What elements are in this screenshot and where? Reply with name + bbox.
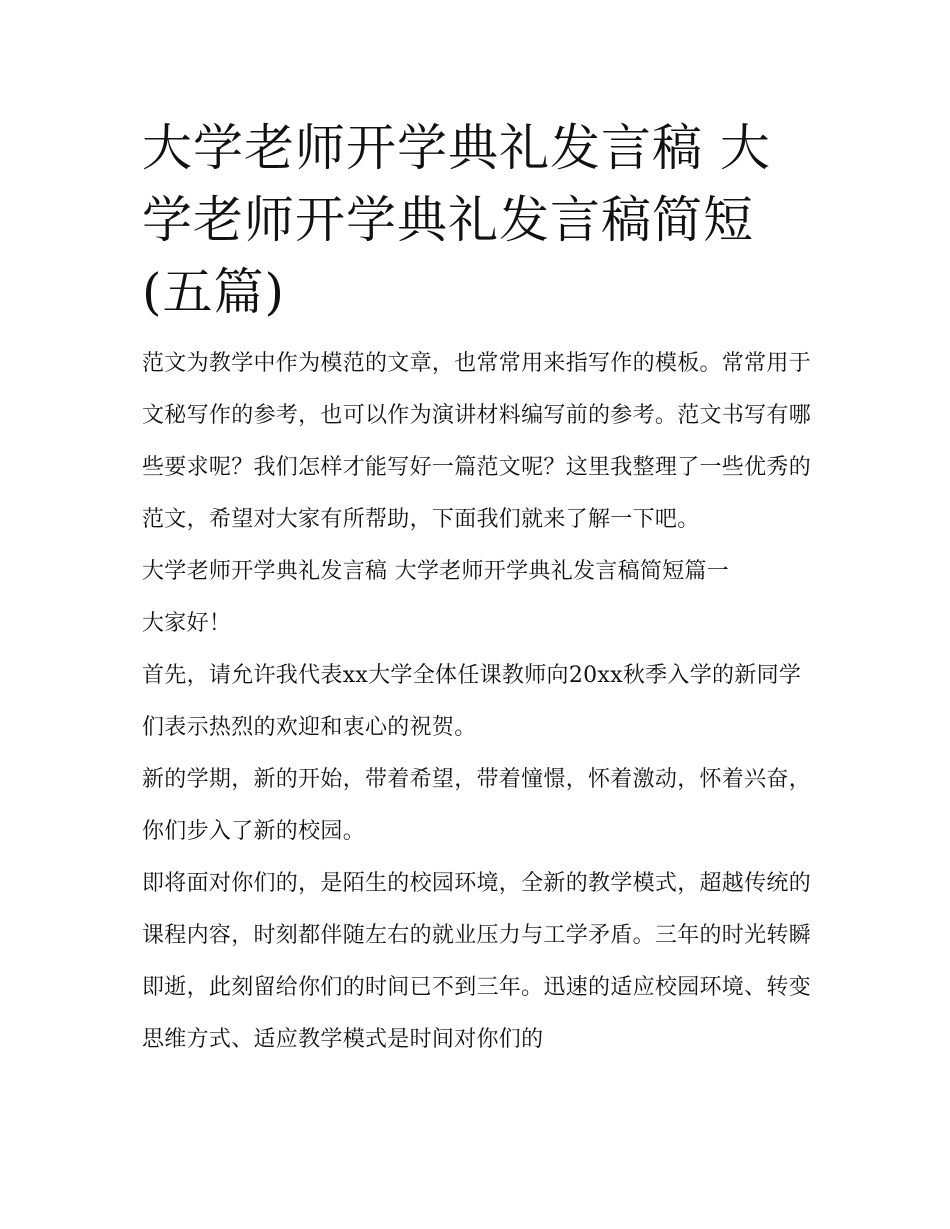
document-page — [142, 112, 814, 1066]
paragraph-welcome: 首先，请允许我代表xx大学全体任课教师向20xx秋季入学的新同学们表示热烈的欢迎和衷心的祝贺。 — [142, 663, 802, 740]
paragraph-challenges: 即将面对你们的，是陌生的校园环境，全新的教学模式，超越传统的课程内容，时刻都伴随左右的就业压力与工学矛盾。三年的时光转瞬即逝，此刻留给你们的时间已不到三年。迅速的适应校园环境、转变思维方式、适应教学模式是时间对你们的 — [142, 871, 812, 1052]
paragraph-section-heading: 大学老师开学典礼发言稿 大学老师开学典礼发言稿简短篇一 — [142, 559, 730, 584]
paragraph-greeting: 大家好！ — [142, 611, 232, 636]
paragraph-intro: 范文为教学中作为模范的文章，也常常用来指写作的模板。常常用于文秘写作的参考，也可以作为演讲材料编写前的参考。范文书写有哪些要求呢？我们怎样才能写好一篇范文呢？这里我整理了一些优秀的范文，希望对大家有所帮助，下面我们就来了解一下吧。 — [142, 351, 812, 532]
paragraph-new-semester: 新的学期，新的开始，带着希望，带着憧憬，怀着激动，怀着兴奋，你们步入了新的校园。 — [142, 767, 812, 844]
document-title: 大学老师开学典礼发言稿 大学老师开学典礼发言稿简短(五篇) — [142, 119, 771, 321]
